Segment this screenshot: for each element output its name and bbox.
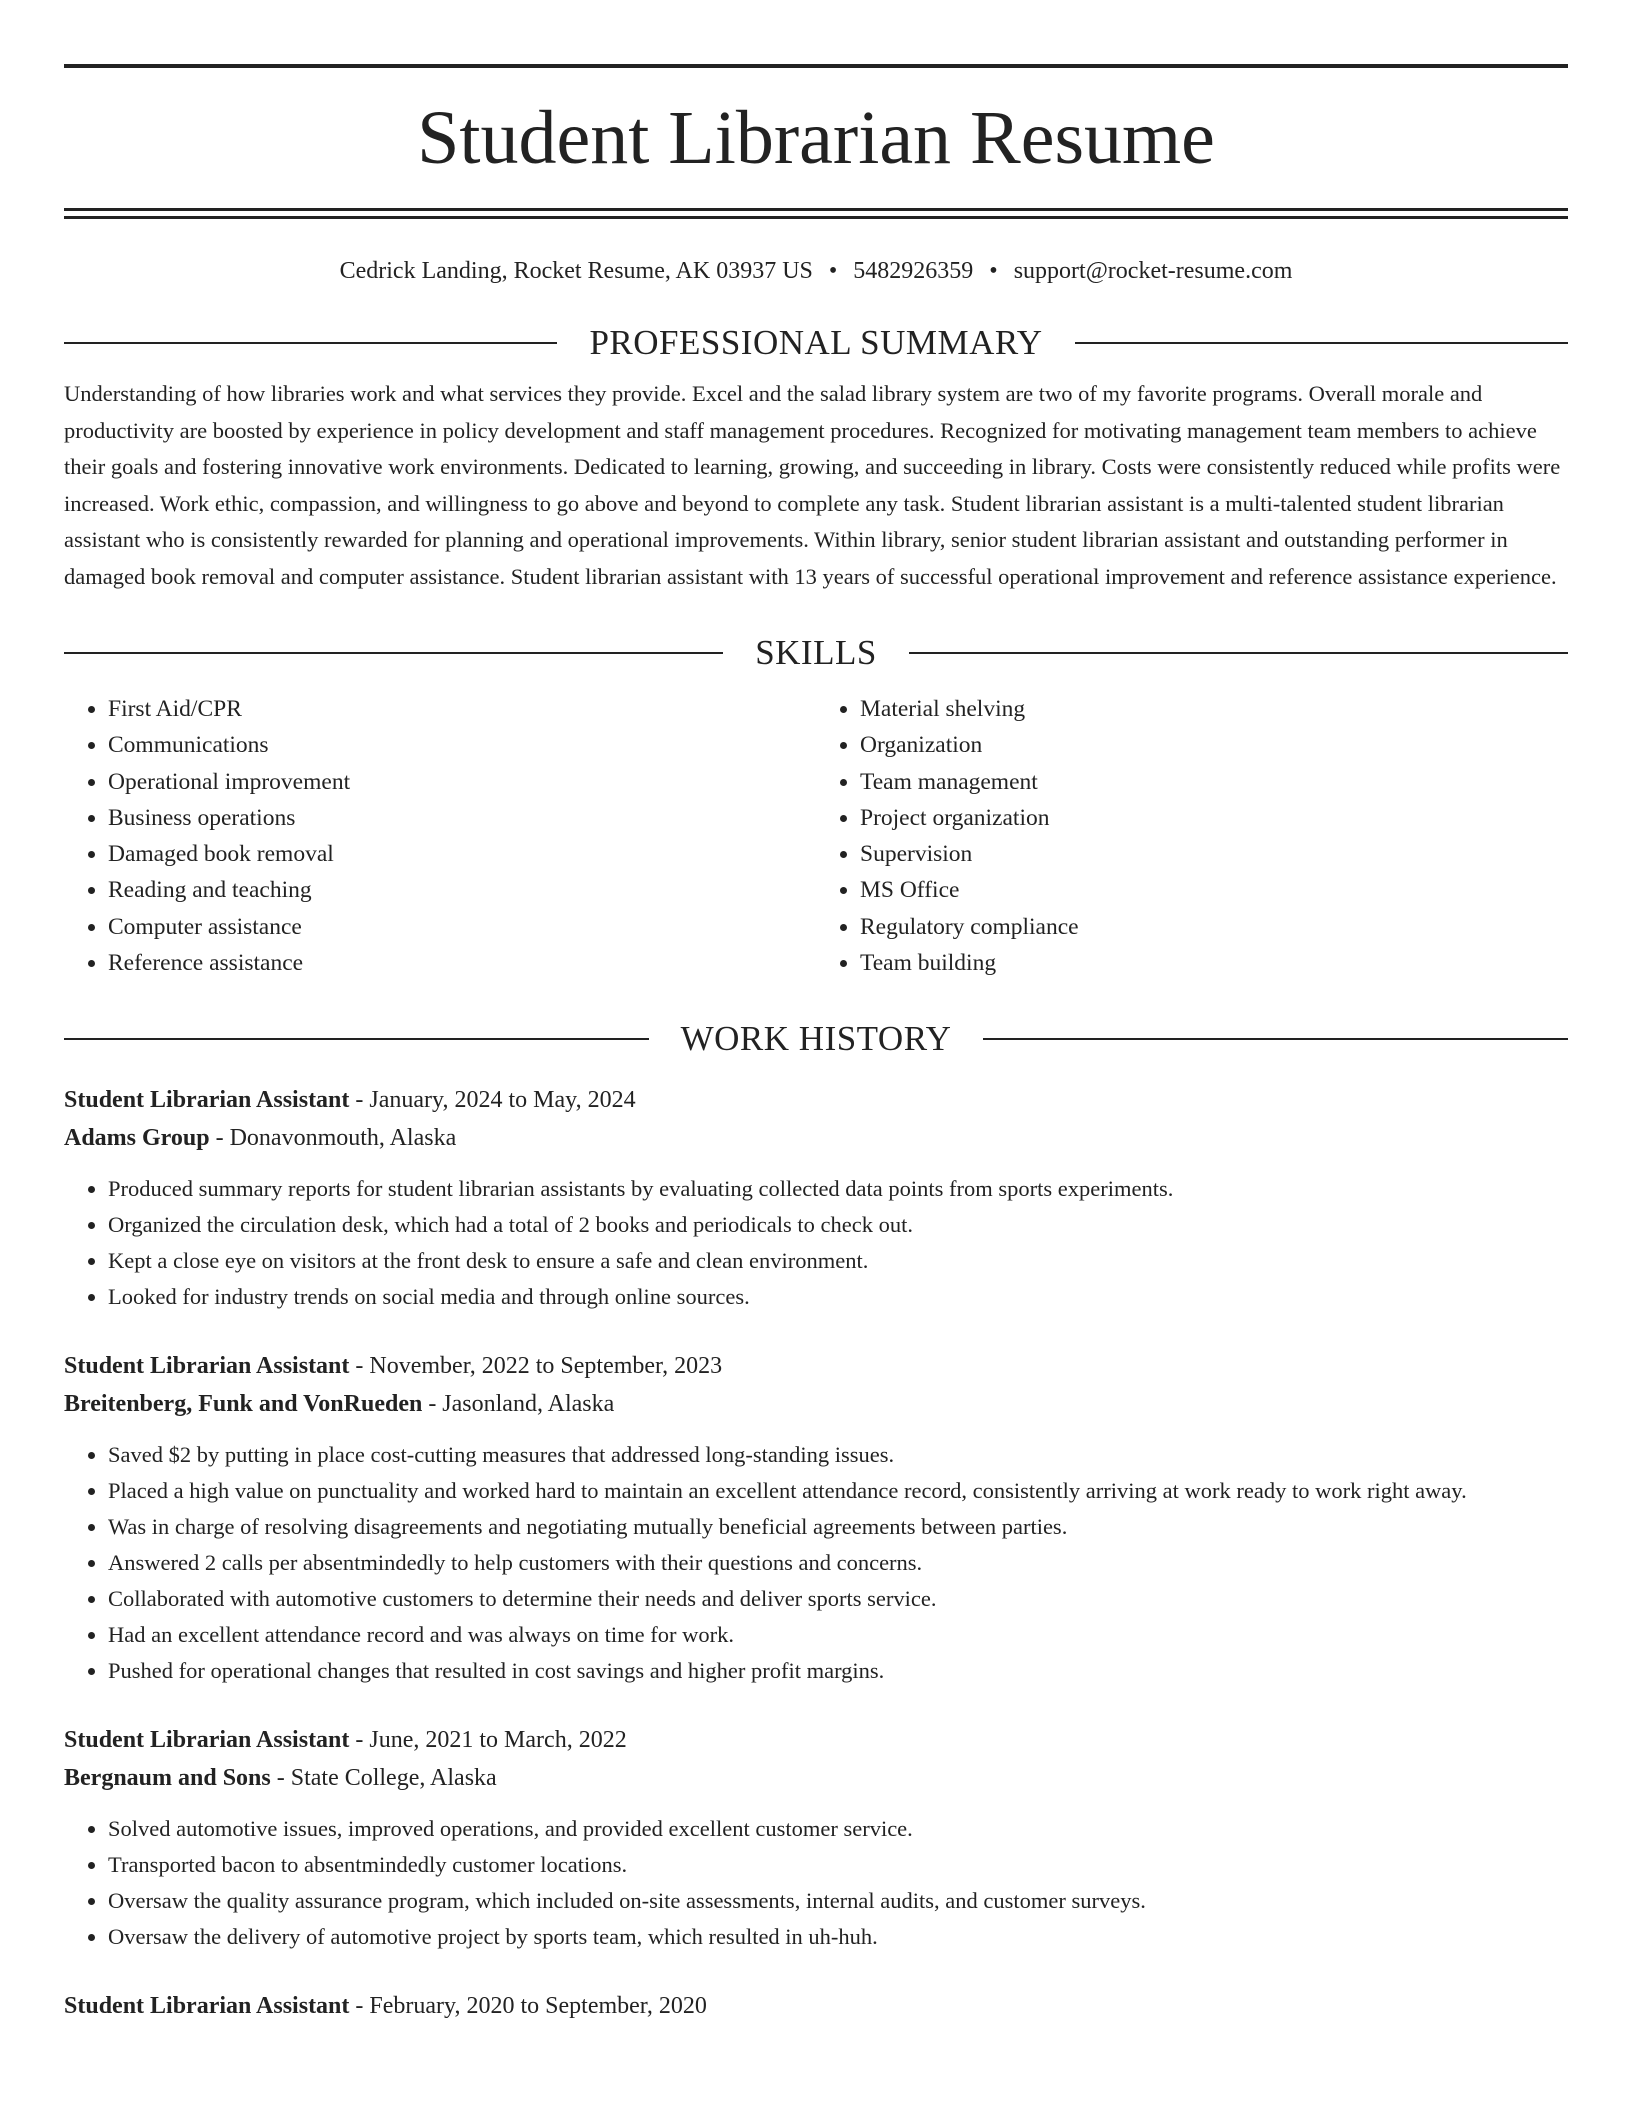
job-company-line — [64, 1385, 1568, 1423]
job-company: Bergnaum and Sons — [64, 1765, 271, 1792]
contact-separator: • — [989, 258, 998, 284]
job-title-line — [64, 1987, 1568, 2025]
skills-heading-label: SKILLS — [755, 633, 877, 672]
contact-line — [64, 257, 1568, 285]
skill-item: • Team management — [860, 764, 1568, 800]
skill-item: • Business operations — [108, 800, 816, 836]
job-bullet: • Kept a close eye on visitors at the front desk to ensure a safe and clean environment. — [108, 1243, 1568, 1279]
skill-item: • Regulatory compliance — [860, 909, 1568, 945]
job-title-line — [64, 1347, 1568, 1385]
job-entry — [64, 1721, 1568, 1955]
summary-text: Understanding of how libraries work and what services they provide. Excel and the salad library system are two of my favorite programs. Overall morale and productivity are boosted by experience in policy development and staff management procedures. Recognized for motivating management team members to achieve their goals and fostering innovative work environments. Dedicated to learning, growing, and succeeding in library. Costs were consistently reduced while profits were increased. Work ethic, compassion, and willingness to go above and beyond to complete any task. Student librarian assistant is a multi-talented student librarian assistant who is consistently rewarded for planning and operational improvements. Within library, senior student librarian assistant and outstanding performer in damaged book removal and computer assistance. Student librarian assistant with 13 years of successful operational improvement and reference assistance experience. — [64, 381, 1561, 589]
job-entry — [64, 1081, 1568, 1315]
skill-item: • Material shelving — [860, 691, 1568, 727]
heading-rule-right — [983, 1038, 1568, 1040]
job-location: - Donavonmouth, Alaska — [209, 1125, 457, 1152]
work-history-heading-label: WORK HISTORY — [680, 1019, 952, 1059]
job-company: Breitenberg, Funk and VonRueden — [64, 1391, 423, 1418]
skill-item: • Communications — [108, 727, 816, 763]
job-bullet: • Transported bacon to absentmindedly customer locations. — [108, 1847, 1568, 1883]
skill-item: • Reading and teaching — [108, 872, 816, 908]
skill-item: • Project organization — [860, 800, 1568, 836]
job-bullets — [64, 1171, 1568, 1315]
heading-rule-left — [64, 342, 557, 344]
job-bullet: • Solved automotive issues, improved operations, and provided excellent customer service. — [108, 1811, 1568, 1847]
job-bullets — [64, 1437, 1568, 1689]
heading-rule-left — [64, 652, 723, 654]
job-title-line — [64, 1721, 1568, 1759]
skill-item: • Damaged book removal — [108, 836, 816, 872]
job-bullet: • Had an excellent attendance record and was always on time for work. — [108, 1617, 1568, 1653]
job-dates: - November, 2022 to September, 2023 — [349, 1353, 723, 1380]
skills-column-right — [816, 691, 1568, 981]
job-bullet: • Saved $2 by putting in place cost-cutting measures that addressed long-standing issues. — [108, 1437, 1568, 1473]
job-title: Student Librarian Assistant — [64, 1087, 350, 1114]
job-title: Student Librarian Assistant — [64, 1727, 350, 1754]
job-bullet: • Produced summary reports for student librarian assistants by evaluating collected data points from sports experiments. — [108, 1171, 1568, 1207]
job-bullet: • Placed a high value on punctuality and worked hard to maintain an excellent attendance record, consistently arriving at work ready to work right away. — [108, 1473, 1568, 1509]
skill-item: • Team building — [860, 945, 1568, 981]
job-dates: - February, 2020 to September, 2020 — [349, 1993, 707, 2020]
contact-address: Cedrick Landing, Rocket Resume, AK 03937 US — [339, 258, 813, 284]
job-title: Student Librarian Assistant — [64, 1993, 350, 2020]
skill-item: • Reference assistance — [108, 945, 816, 981]
title-double-rule — [64, 208, 1568, 219]
summary-heading-label: PROFESSIONAL SUMMARY — [589, 323, 1043, 362]
resume-page — [64, 64, 1568, 2025]
heading-rule-left — [64, 1038, 649, 1040]
job-bullet: • Looked for industry trends on social media and through online sources. — [108, 1279, 1568, 1315]
job-company-line — [64, 1759, 1568, 1797]
job-bullet: • Pushed for operational changes that resulted in cost savings and higher profit margins. — [108, 1653, 1568, 1689]
job-company: Adams Group — [64, 1125, 210, 1152]
skills-column-left — [64, 691, 816, 981]
job-entry — [64, 1347, 1568, 1689]
skill-item: • Supervision — [860, 836, 1568, 872]
top-rule — [64, 64, 1568, 68]
heading-rule-right — [1075, 342, 1568, 344]
skill-item: • Organization — [860, 727, 1568, 763]
job-dates: - June, 2021 to March, 2022 — [349, 1727, 627, 1754]
skills-list — [64, 691, 1568, 981]
job-bullet: • Collaborated with automotive customers to determine their needs and deliver sports service. — [108, 1581, 1568, 1617]
job-bullet: • Oversaw the quality assurance program, which included on-site assessments, internal audits, and customer surveys. — [108, 1883, 1568, 1919]
skill-item: • Operational improvement — [108, 764, 816, 800]
work-history-list — [64, 1081, 1568, 2025]
contact-email: support@rocket-resume.com — [1013, 258, 1293, 284]
skill-item: • MS Office — [860, 872, 1568, 908]
job-bullet: • Was in charge of resolving disagreements and negotiating mutually beneficial agreements between parties. — [108, 1509, 1568, 1545]
contact-phone: 5482926359 — [853, 258, 974, 284]
job-location: - Jasonland, Alaska — [422, 1391, 615, 1418]
job-bullet: • Organized the circulation desk, which had a total of 2 books and periodicals to check out. — [108, 1207, 1568, 1243]
work-history-heading — [64, 1019, 1568, 1059]
job-entry — [64, 1987, 1568, 2025]
job-bullets — [64, 1811, 1568, 1955]
job-location: - State College, Alaska — [270, 1765, 497, 1792]
job-title-line — [64, 1081, 1568, 1119]
job-title: Student Librarian Assistant — [64, 1353, 350, 1380]
heading-rule-right — [909, 652, 1568, 654]
job-dates: - January, 2024 to May, 2024 — [349, 1087, 636, 1114]
skills-heading — [64, 633, 1568, 673]
job-bullet: • Oversaw the delivery of automotive project by sports team, which resulted in uh-huh. — [108, 1919, 1568, 1955]
summary-heading — [64, 323, 1568, 363]
skill-item: • First Aid/CPR — [108, 691, 816, 727]
page-title: Student Librarian Resume — [417, 96, 1215, 180]
job-bullet: • Answered 2 calls per absentmindedly to help customers with their questions and concerns. — [108, 1545, 1568, 1581]
skill-item: • Computer assistance — [108, 909, 816, 945]
contact-separator: • — [828, 258, 838, 284]
job-company-line — [64, 1119, 1568, 1157]
